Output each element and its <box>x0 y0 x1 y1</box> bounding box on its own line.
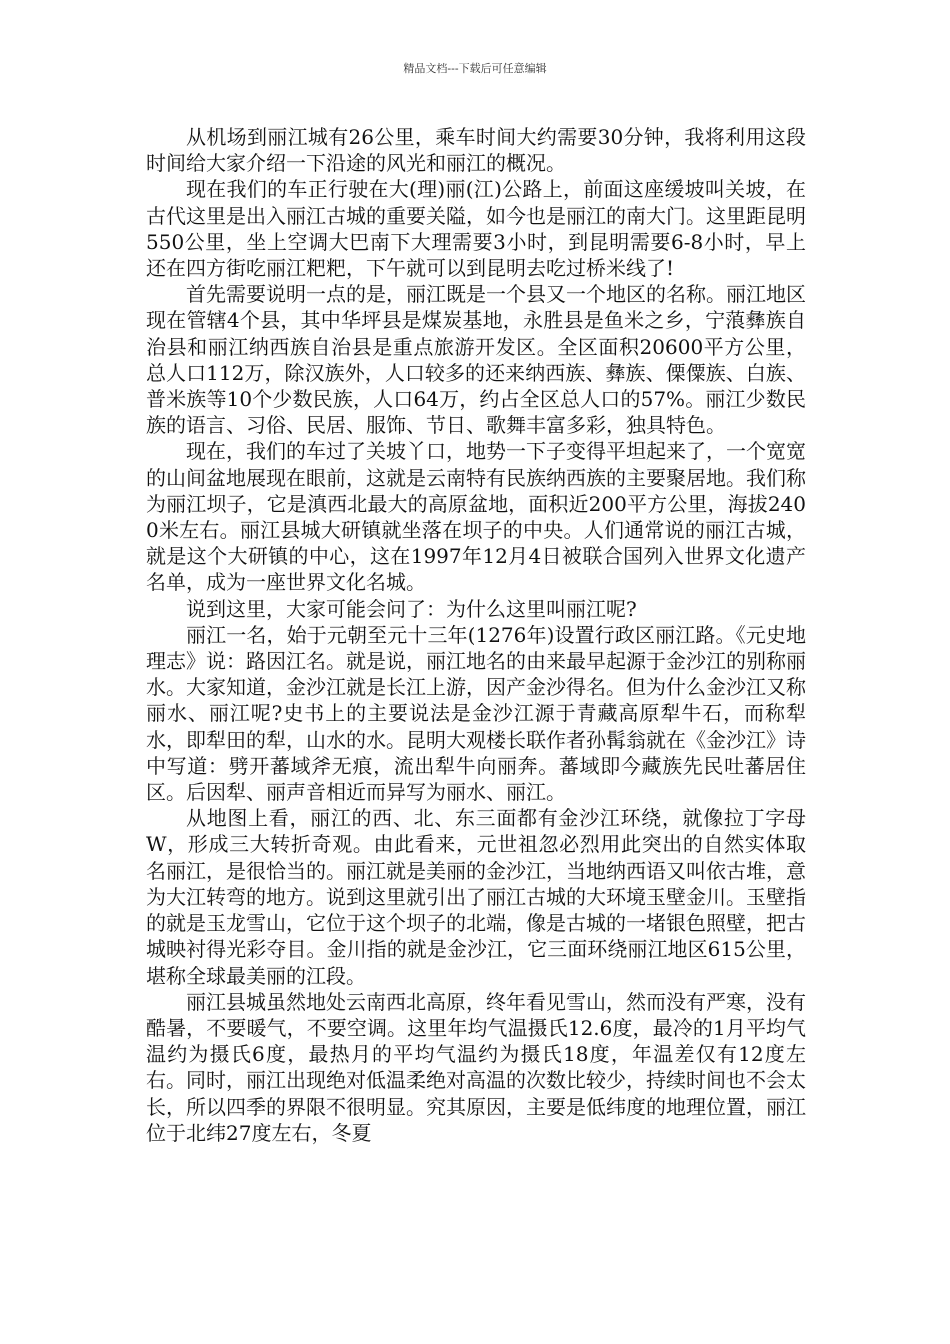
paragraph-airport-distance: 从机场到丽江城有26公里，乘车时间大约需要30分钟，我将利用这段时间给大家介绍一下沿途的风光和丽江的概况。 <box>146 125 806 176</box>
paragraph-lijiang-region: 首先需要说明一点的是，丽江既是一个县又一个地区的名称。丽江地区现在管辖4个县，其中华坪县是煤炭基地，永胜县是鱼米之乡，宁蒗彝族自治县和丽江纳西族自治县是重点旅游开发区。全区面积20600平方公里，总人口112万，除汉族外，人口较多的还来纳西族、彝族、傈僳族、白族、普米族等10个少数民族，人口64万，约占全区总人口的57%。丽江少数民族的语言、习俗、民居、服饰、节日、歌舞丰富多彩，独具特色。 <box>146 282 806 438</box>
document-body <box>146 124 806 1146</box>
paragraph-climate: 丽江县城虽然地处云南西北高原，终年看见雪山，然而没有严寒，没有酷暑，不要暖气，不要空调。这里年均气温摄氏12.6度，最冷的1月平均气温约为摄氏6度，最热月的平均气温约为摄氏18度，年温差仅有12度左右。同时，丽江出现绝对低温柔绝对高温的次数比较少，持续时间也不会太长，所以四季的界限不很明显。究其原因，主要是低纬度的地理位置，丽江位于北纬27度左右，冬夏 <box>146 989 806 1145</box>
paragraph-name-question: 说到这里，大家可能会问了：为什么这里叫丽江呢? <box>186 596 637 621</box>
paragraph-jinsha-river: 从地图上看，丽江的西、北、东三面都有金沙江环绕，就像拉丁字母W，形成三大转折奇观。由此看来，元世祖忽必烈用此突出的自然实体取名丽江，是很恰当的。丽江就是美丽的金沙江，当地纳西语又叫依古堆，意为大江转弯的地方。说到这里就引出了丽江古城的大环境玉壁金川。玉壁指的就是玉龙雪山，它位于这个坝子的北端，像是古城的一堵银色照壁，把古城映衬得光彩夺目。金川指的就是金沙江，它三面环绕丽江地区615公里，堪称全球最美丽的江段。 <box>146 806 806 988</box>
paragraph-name-origin: 丽江一名，始于元朝至元十三年(1276年)设置行政区丽江路。《元史地理志》说：路因江名。就是说，丽江地名的由来最早起源于金沙江的别称丽水。大家知道，金沙江就是长江上游，因产金沙得名。但为什么金沙江又称丽水、丽江呢?史书上的主要说法是金沙江源于青藏高原犁牛石，而称犁水，即犁田的犁，山水的水。昆明大观楼长联作者孙髯翁就在《金沙江》诗中写道：劈开蕃域斧无痕，流出犁牛向丽奔。蕃域即今藏族先民吐蕃居住区。后因犁、丽声音相近而异写为丽水、丽江。 <box>146 622 806 805</box>
paragraph-guanpo-slope: 现在我们的车正行驶在大(理)丽(江)公路上，前面这座缓坡叫关坡，在古代这里是出入丽江古城的重要关隘，如今也是丽江的南大门。这里距昆明550公里，坐上空调大巴南下大理需要3小时，到昆明需要6-8小时，早上还在四方街吃丽江粑粑，下午就可以到昆明去吃过桥米线了! <box>146 177 806 281</box>
page-header: 精品文档---下载后可任意编辑 <box>403 62 547 75</box>
paragraph-lijiang-basin: 现在，我们的车过了关坡丫口，地势一下子变得平坦起来了，一个宽宽的山间盆地展现在眼前，这就是云南特有民族纳西族的主要聚居地。我们称为丽江坝子，它是滇西北最大的高原盆地，面积近200平方公里，海拔2400米左右。丽江县城大研镇就坐落在坝子的中央。人们通常说的丽江古城，就是这个大研镇的中心，这在1997年12月4日被联合国列入世界文化遗产名单，成为一座世界文化名城。 <box>146 439 806 595</box>
